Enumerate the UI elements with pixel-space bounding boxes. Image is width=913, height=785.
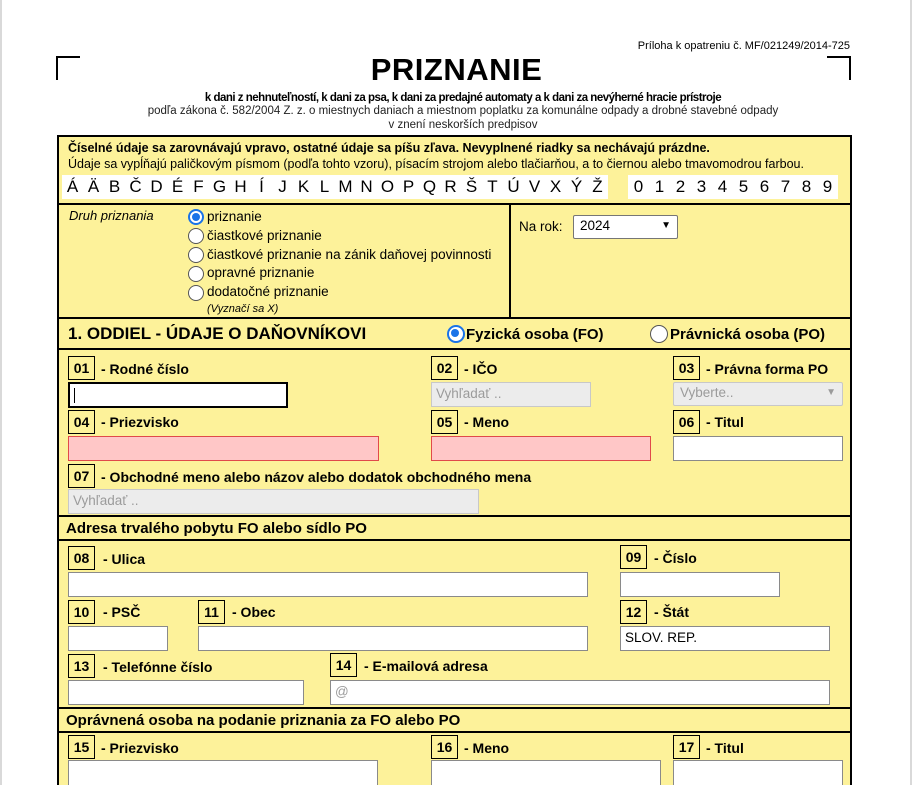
letter-sample: Ý bbox=[566, 175, 587, 199]
field-number: 15 bbox=[68, 735, 95, 759]
authorized-section-title: Oprávnená osoba na podanie priznania za FO alebo PO bbox=[66, 712, 461, 729]
field-number: 02 bbox=[431, 356, 458, 380]
email-placeholder: @ bbox=[335, 684, 349, 699]
letter-sample: Ä bbox=[83, 175, 104, 199]
field-number: 17 bbox=[673, 735, 700, 759]
letter-sample: Ú bbox=[503, 175, 524, 199]
ico-input[interactable] bbox=[431, 382, 591, 407]
radio-priznanie[interactable] bbox=[188, 209, 204, 225]
cislo-input[interactable] bbox=[620, 572, 780, 597]
field-label: - Obec bbox=[232, 604, 276, 620]
sample-gap bbox=[608, 175, 628, 199]
radio-label: čiastkové priznanie na zánik daňovej povinnosti bbox=[207, 247, 492, 262]
field-number: 10 bbox=[68, 600, 95, 624]
letter-sample: K bbox=[293, 175, 314, 199]
radio-fyzicka-osoba[interactable] bbox=[447, 325, 465, 343]
letter-sample: J bbox=[272, 175, 293, 199]
field-label: - Titul bbox=[706, 740, 744, 756]
field-label: - Štát bbox=[654, 604, 689, 620]
year-label: Na rok: bbox=[519, 219, 563, 234]
divider bbox=[57, 317, 852, 319]
ulica-input[interactable] bbox=[68, 572, 588, 597]
radio-label: dodatočné priznanie bbox=[207, 284, 329, 299]
field-label: - IČO bbox=[464, 361, 498, 377]
instructions-text: Číselné údaje sa zarovnávajú vpravo, ostatné údaje sa píšu zľava. Nevyplnené riadky sa nechávajú prázdne. bbox=[68, 141, 710, 155]
pravna-forma-select[interactable] bbox=[673, 382, 843, 406]
letter-sample: Í bbox=[251, 175, 272, 199]
pravna-forma-placeholder: Vyberte.. bbox=[680, 385, 734, 400]
divider bbox=[57, 707, 852, 709]
page-edge-left bbox=[0, 0, 2, 785]
letter-sample: D bbox=[146, 175, 167, 199]
telefon-input[interactable] bbox=[68, 680, 304, 705]
field-label: - Rodné číslo bbox=[101, 361, 189, 377]
letter-sample: L bbox=[314, 175, 335, 199]
radio-label: Fyzická osoba (FO) bbox=[466, 326, 604, 343]
field-number: 07 bbox=[68, 464, 95, 488]
radio-ciastkove-zanik[interactable] bbox=[188, 247, 204, 263]
psc-input[interactable] bbox=[68, 626, 168, 651]
field-label: - Ulica bbox=[103, 551, 146, 567]
letter-sample: N bbox=[356, 175, 377, 199]
opravnena-titul-input[interactable] bbox=[673, 760, 843, 785]
field-label: - E-mailová adresa bbox=[364, 658, 488, 674]
year-select[interactable] bbox=[573, 215, 678, 239]
field-number: 05 bbox=[431, 410, 458, 434]
field-number: 13 bbox=[68, 654, 95, 678]
field-label: - Priezvisko bbox=[101, 740, 179, 756]
digit-sample: 5 bbox=[733, 175, 754, 199]
rodne-cislo-input[interactable] bbox=[68, 382, 288, 408]
digit-sample: 7 bbox=[775, 175, 796, 199]
digit-sample: 6 bbox=[754, 175, 775, 199]
page-edge-right bbox=[910, 0, 912, 785]
field-number: 16 bbox=[431, 735, 458, 759]
letter-sample: R bbox=[440, 175, 461, 199]
radio-label: priznanie bbox=[207, 209, 262, 224]
field-label: - Obchodné meno alebo názov alebo dodatok obchodného mena bbox=[101, 469, 532, 485]
titul-input[interactable] bbox=[673, 436, 843, 461]
chevron-down-icon: ▼ bbox=[661, 220, 671, 231]
letter-sample: G bbox=[209, 175, 230, 199]
alphabet-sample bbox=[62, 175, 838, 199]
digit-sample: 4 bbox=[712, 175, 733, 199]
druh-label: Druh priznania bbox=[69, 208, 154, 223]
radio-label: Právnická osoba (PO) bbox=[670, 326, 826, 343]
annex-reference: Príloha k opatreniu č. MF/021249/2014-725 bbox=[637, 40, 850, 52]
letter-sample: V bbox=[524, 175, 545, 199]
field-number: 08 bbox=[68, 546, 95, 570]
field-number: 09 bbox=[620, 545, 647, 569]
field-number: 01 bbox=[68, 356, 95, 380]
section-title: 1. ODDIEL - ÚDAJE O DAŇOVNÍKOVI bbox=[68, 324, 367, 343]
radio-ciastkove[interactable] bbox=[188, 228, 204, 244]
digit-sample: 2 bbox=[670, 175, 691, 199]
letter-sample: O bbox=[377, 175, 398, 199]
field-label: - Telefónne číslo bbox=[103, 659, 213, 675]
field-number: 04 bbox=[68, 410, 95, 434]
field-label: - Právna forma PO bbox=[706, 361, 829, 377]
radio-label: opravné priznanie bbox=[207, 265, 315, 280]
field-label: - Číslo bbox=[654, 550, 697, 566]
radio-label: čiastkové priznanie bbox=[207, 228, 322, 243]
instructions-text-2: Údaje sa vypĺňajú paličkovým písmom (podľa tohto vzoru), písacím strojom alebo tlačiarňou, a to čiernou alebo tmavomodrou farbou. bbox=[68, 157, 804, 171]
obec-input[interactable] bbox=[198, 626, 588, 651]
letter-sample: Ž bbox=[587, 175, 608, 199]
divider bbox=[509, 203, 511, 318]
address-section-title: Adresa trvalého pobytu FO alebo sídlo PO bbox=[66, 520, 367, 537]
radio-dodatocne[interactable] bbox=[188, 285, 204, 301]
obchodne-meno-input[interactable] bbox=[68, 489, 479, 514]
opravnena-meno-input[interactable] bbox=[431, 760, 661, 785]
letter-sample: Š bbox=[461, 175, 482, 199]
ico-placeholder: Vyhľadať .. bbox=[436, 386, 502, 401]
field-number: 11 bbox=[198, 600, 225, 624]
letter-sample: X bbox=[545, 175, 566, 199]
divider bbox=[57, 515, 852, 517]
form-subtitle: k dani z nehnuteľností, k dani za psa, k dani za predajné automaty a k dani za nevýherné hracie prístroje bbox=[204, 92, 722, 104]
chevron-down-icon: ▼ bbox=[826, 387, 836, 398]
year-value: 2024 bbox=[580, 218, 611, 233]
digit-sample: 8 bbox=[796, 175, 817, 199]
letter-sample: M bbox=[335, 175, 356, 199]
field-number: 03 bbox=[673, 356, 700, 380]
field-label: - Meno bbox=[464, 414, 510, 430]
digit-sample: 9 bbox=[817, 175, 838, 199]
radio-pravnicka-osoba[interactable] bbox=[650, 325, 668, 343]
letter-sample: T bbox=[482, 175, 503, 199]
meno-input[interactable] bbox=[431, 436, 651, 461]
law-reference-cont: v znení neskorších predpisov bbox=[388, 119, 538, 131]
divider bbox=[57, 348, 852, 350]
stat-input[interactable] bbox=[620, 626, 830, 651]
priezvisko-input[interactable] bbox=[68, 436, 379, 461]
divider bbox=[57, 731, 852, 733]
letter-sample: F bbox=[188, 175, 209, 199]
stat-value: SLOV. REP. bbox=[625, 630, 698, 645]
field-label: - PSČ bbox=[103, 604, 141, 620]
letter-sample: É bbox=[167, 175, 188, 199]
law-reference: podľa zákona č. 582/2004 Z. z. o miestnych daniach a miestnom poplatku za komunálne odpady a drobné stavebné odpady bbox=[147, 105, 779, 117]
divider bbox=[57, 203, 852, 205]
letter-sample: Č bbox=[125, 175, 146, 199]
field-label: - Titul bbox=[706, 414, 744, 430]
letter-sample: Q bbox=[419, 175, 440, 199]
digit-sample: 3 bbox=[691, 175, 712, 199]
field-number: 06 bbox=[673, 410, 700, 434]
opravnena-priezvisko-input[interactable] bbox=[68, 760, 378, 785]
letter-sample: P bbox=[398, 175, 419, 199]
field-label: - Priezvisko bbox=[101, 414, 179, 430]
page-title: PRIZNANIE bbox=[370, 52, 543, 87]
obchodne-meno-placeholder: Vyhľadať .. bbox=[73, 493, 139, 508]
field-label: - Meno bbox=[464, 740, 510, 756]
text-caret bbox=[74, 388, 75, 403]
email-input[interactable] bbox=[330, 680, 830, 705]
letter-sample: Á bbox=[62, 175, 83, 199]
field-number: 12 bbox=[620, 600, 647, 624]
field-number: 14 bbox=[330, 653, 357, 677]
radio-opravne[interactable] bbox=[188, 266, 204, 282]
digit-sample: 0 bbox=[628, 175, 649, 199]
letter-sample: H bbox=[230, 175, 251, 199]
divider bbox=[57, 539, 852, 541]
radio-note: (Vyznačí sa X) bbox=[207, 303, 279, 315]
digit-sample: 1 bbox=[649, 175, 670, 199]
letter-sample: B bbox=[104, 175, 125, 199]
